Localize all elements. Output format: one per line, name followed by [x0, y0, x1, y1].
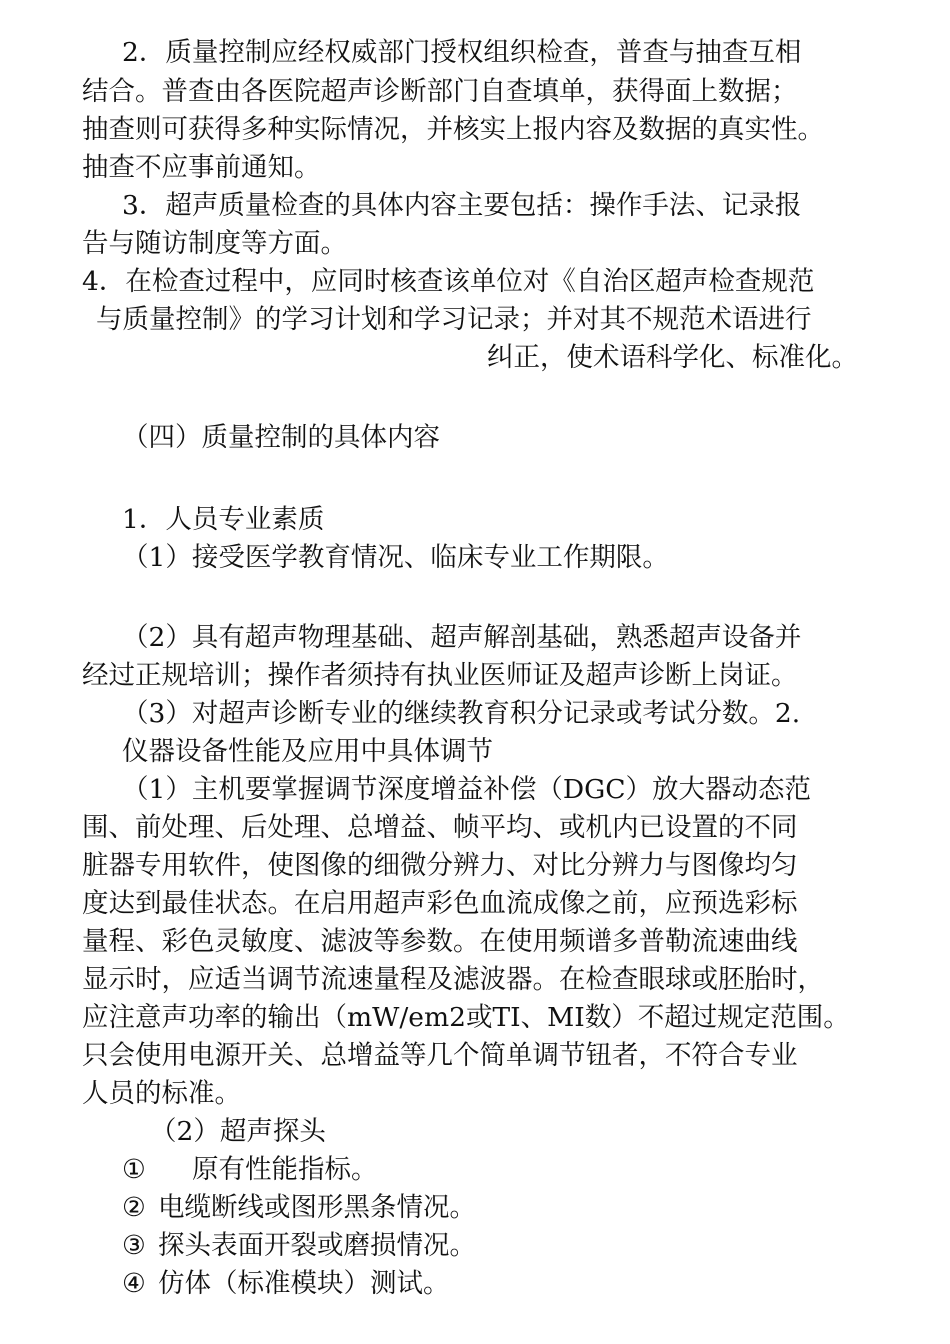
paragraph-line: 纠正，使术语科学化、标准化。 — [487, 342, 858, 373]
list-item-text: 探头表面开裂或磨损情况。 — [158, 1230, 476, 1261]
list-item — [122, 1264, 922, 1304]
subsection-heading: 仪器设备性能及应用中具体调节 — [122, 736, 493, 767]
paragraph-line: （1）接受医学教育情况、临床专业工作期限。 — [122, 542, 669, 573]
paragraph-line: 结合。普查由各医院超声诊断部门自查填单，获得面上数据； — [82, 76, 798, 107]
paragraph-line: 度达到最佳状态。在启用超声彩色血流成像之前，应预选彩标 — [82, 888, 798, 919]
list-marker: ④ — [122, 1268, 146, 1299]
paragraph-line: 人员的标准。 — [82, 1078, 241, 1109]
list-marker: ③ — [122, 1230, 146, 1261]
paragraph-line: 告与随访制度等方面。 — [82, 228, 347, 259]
paragraph-line: 4．在检查过程中，应同时核查该单位对《自治区超声检查规范 — [82, 266, 815, 297]
subsection-heading: （2）超声探头 — [150, 1116, 326, 1147]
paragraph-line: （1）主机要掌握调节深度增益补偿（DGC）放大器动态范 — [122, 774, 812, 805]
paragraph-line: 只会使用电源开关、总增益等几个简单调节钮者，不符合专业 — [82, 1040, 798, 1071]
paragraph-line: 显示时，应适当调节流速量程及滤波器。在检查眼球或胚胎时， — [82, 964, 824, 995]
list-item-text: 仿体（标准模块）测试。 — [158, 1268, 450, 1299]
subsection-heading: 1．人员专业素质 — [122, 504, 325, 535]
list-item — [122, 1188, 922, 1228]
paragraph-line: 3．超声质量检查的具体内容主要包括：操作手法、记录报 — [122, 190, 802, 221]
paragraph-line: （2）具有超声物理基础、超声解剖基础，熟悉超声设备并 — [122, 622, 802, 653]
paragraph-line: 与质量控制》的学习计划和学习记录；并对其不规范术语进行 — [96, 304, 812, 335]
paragraph-line: 抽查不应事前通知。 — [82, 152, 321, 183]
paragraph-line: 抽查则可获得多种实际情况，并核实上报内容及数据的真实性。 — [82, 114, 824, 145]
list-item-text: 原有性能指标。 — [192, 1154, 378, 1185]
paragraph-line: （3）对超声诊断专业的继续教育积分记录或考试分数。2. — [122, 698, 801, 729]
paragraph-line: 经过正规培训；操作者须持有执业医师证及超声诊断上岗证。 — [82, 660, 798, 691]
list-marker: ② — [122, 1192, 146, 1223]
paragraph-line: 围、前处理、后处理、总增益、帧平均、或机内已设置的不同 — [82, 812, 798, 843]
paragraph-line: 脏器专用软件，使图像的细微分辨力、对比分辨力与图像均匀 — [82, 850, 798, 881]
paragraph-line: 应注意声功率的输出（mW/em2或TI、MI数）不超过规定范围。 — [82, 1002, 850, 1033]
paragraph-line: 量程、彩色灵敏度、滤波等参数。在使用频谱多普勒流速曲线 — [82, 926, 798, 957]
list-item — [122, 1226, 922, 1266]
paragraph-line: 2．质量控制应经权威部门授权组织检查，普查与抽查互相 — [122, 37, 802, 68]
section-heading: （四）质量控制的具体内容 — [122, 422, 440, 453]
list-item — [122, 1150, 922, 1190]
list-marker: ① — [122, 1154, 146, 1185]
list-item-text: 电缆断线或图形黑条情况。 — [158, 1192, 476, 1223]
